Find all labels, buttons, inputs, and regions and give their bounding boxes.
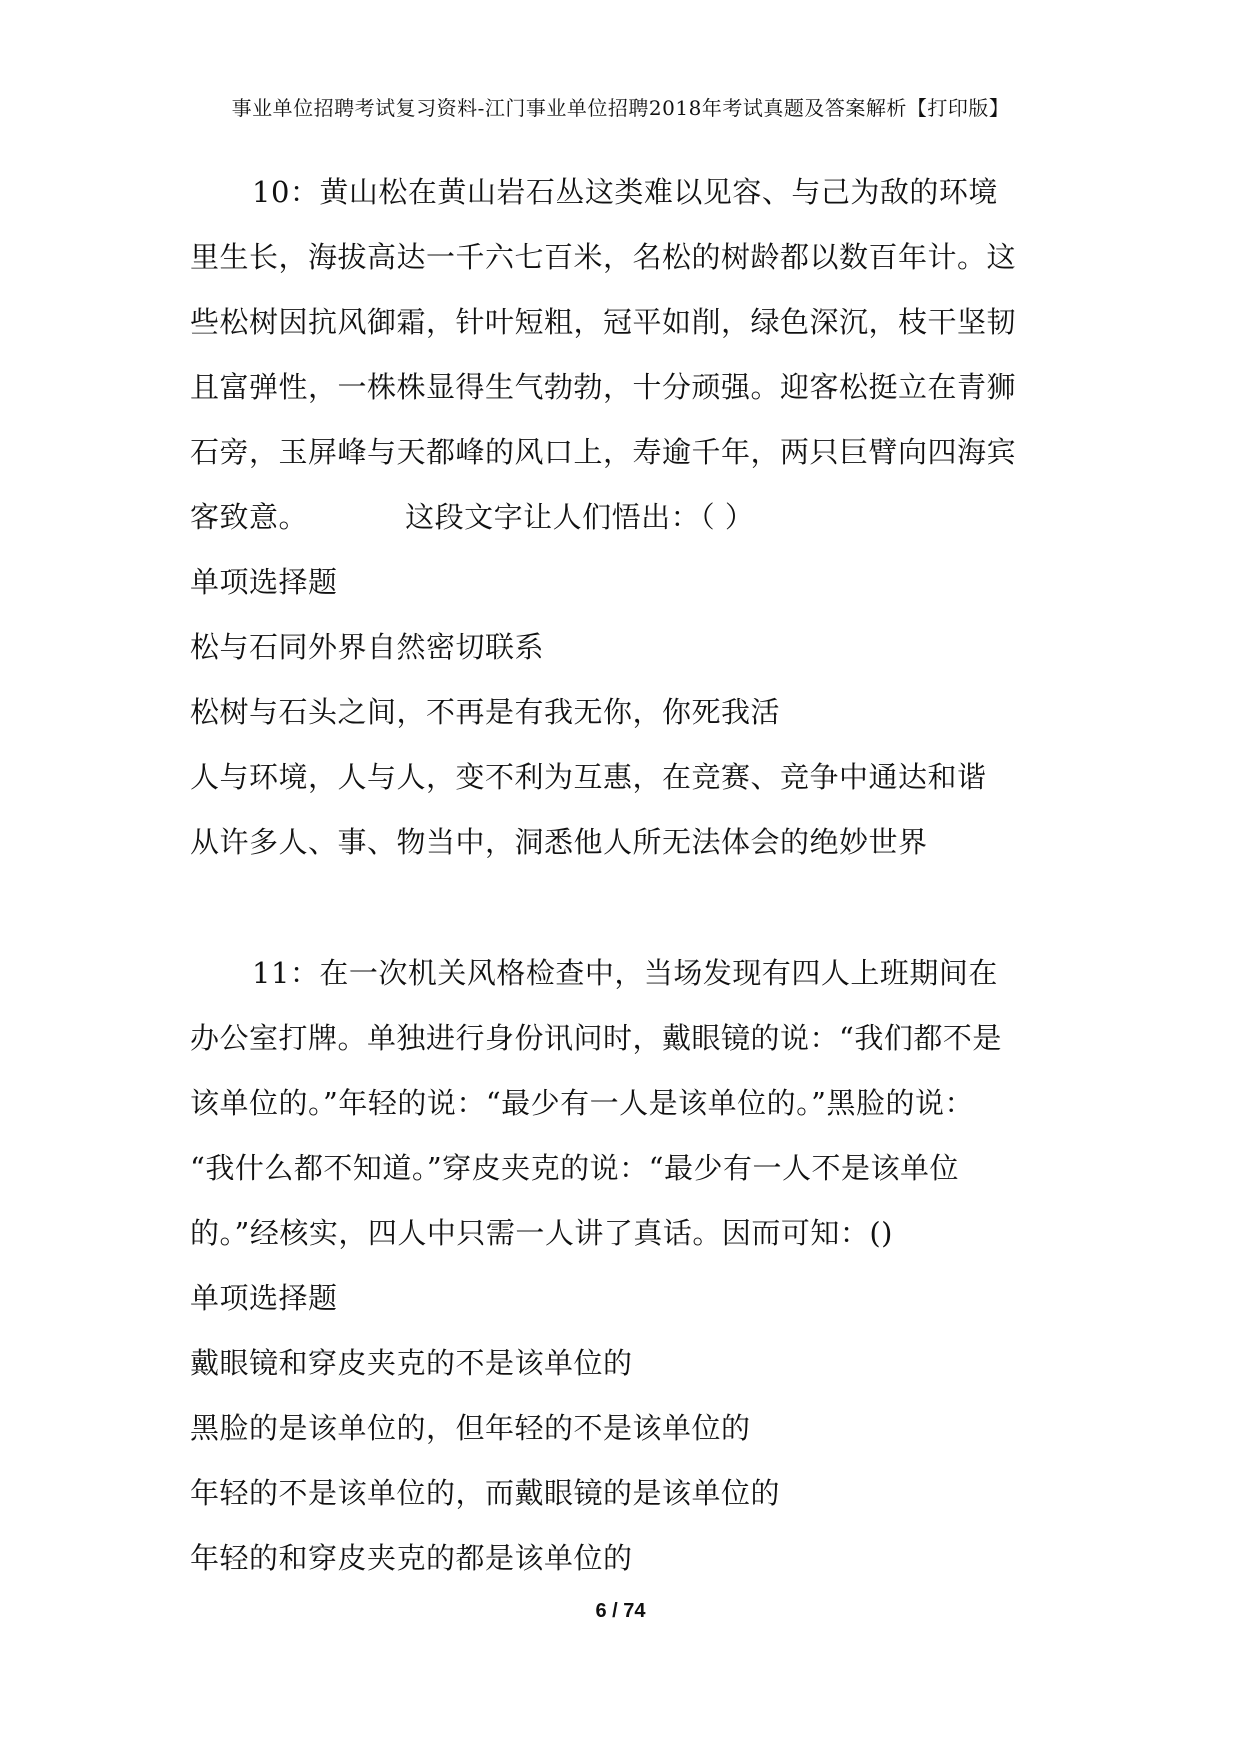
question-spacer [190, 875, 1060, 941]
question-stem-line: “我什么都不知道。”穿皮夹克的说：“最少有一人不是该单位 [190, 1151, 959, 1185]
question-10 [190, 160, 1060, 875]
question-stem-line: 石旁，玉屏峰与天都峰的风口上，寿逾千年，两只巨臂向四海宾 [190, 435, 1017, 469]
question-stem-line: 些松树因抗风御霜，针叶短粗，冠平如削，绿色深沉，枝干坚韧 [190, 305, 1017, 339]
answer-option: 年轻的不是该单位的，而戴眼镜的是该单位的 [190, 1476, 781, 1510]
answer-option: 戴眼镜和穿皮夹克的不是该单位的 [190, 1346, 633, 1380]
question-stem-line: 10：黄山松在黄山岩石丛这类难以见容、与己为敌的环境 [252, 175, 998, 209]
question-type-label: 单项选择题 [190, 565, 338, 599]
question-stem-line: 该单位的。”年轻的说：“最少有一人是该单位的。”黑脸的说： [190, 1086, 974, 1120]
answer-option: 松树与石头之间，不再是有我无你，你死我活 [190, 695, 781, 729]
answer-option: 人与环境，人与人，变不利为互惠，在竞赛、竞争中通达和谐 [190, 760, 987, 794]
question-stem-line: 里生长，海拔高达一千六七百米，名松的树龄都以数百年计。这 [190, 240, 1017, 274]
question-11 [190, 941, 1060, 1591]
answer-option: 黑脸的是该单位的，但年轻的不是该单位的 [190, 1411, 751, 1445]
question-stem-line: 且富弹性，一株株显得生气勃勃，十分顽强。迎客松挺立在青狮 [190, 370, 1017, 404]
answer-option: 松与石同外界自然密切联系 [190, 630, 545, 664]
question-type-label: 单项选择题 [190, 1281, 338, 1315]
page-number: 6 / 74 [595, 1600, 646, 1622]
answer-option: 年轻的和穿皮夹克的都是该单位的 [190, 1541, 633, 1575]
answer-option: 从许多人、事、物当中，洞悉他人所无法体会的绝妙世界 [190, 825, 928, 859]
question-stem-line: 办公室打牌。单独进行身份讯问时，戴眼镜的说：“我们都不是 [190, 1021, 1002, 1055]
question-stem-line: 的。”经核实，四人中只需一人讲了真话。因而可知：() [190, 1216, 893, 1250]
document-body [190, 160, 1060, 1591]
question-stem-line: 客致意。 这段文字让人们悟出：（ ） [190, 500, 755, 534]
page-header: 事业单位招聘考试复习资料-江门事业单位招聘2018年考试真题及答案解析【打印版】 [231, 96, 1010, 120]
question-stem-line: 11：在一次机关风格检查中，当场发现有四人上班期间在 [252, 956, 998, 990]
